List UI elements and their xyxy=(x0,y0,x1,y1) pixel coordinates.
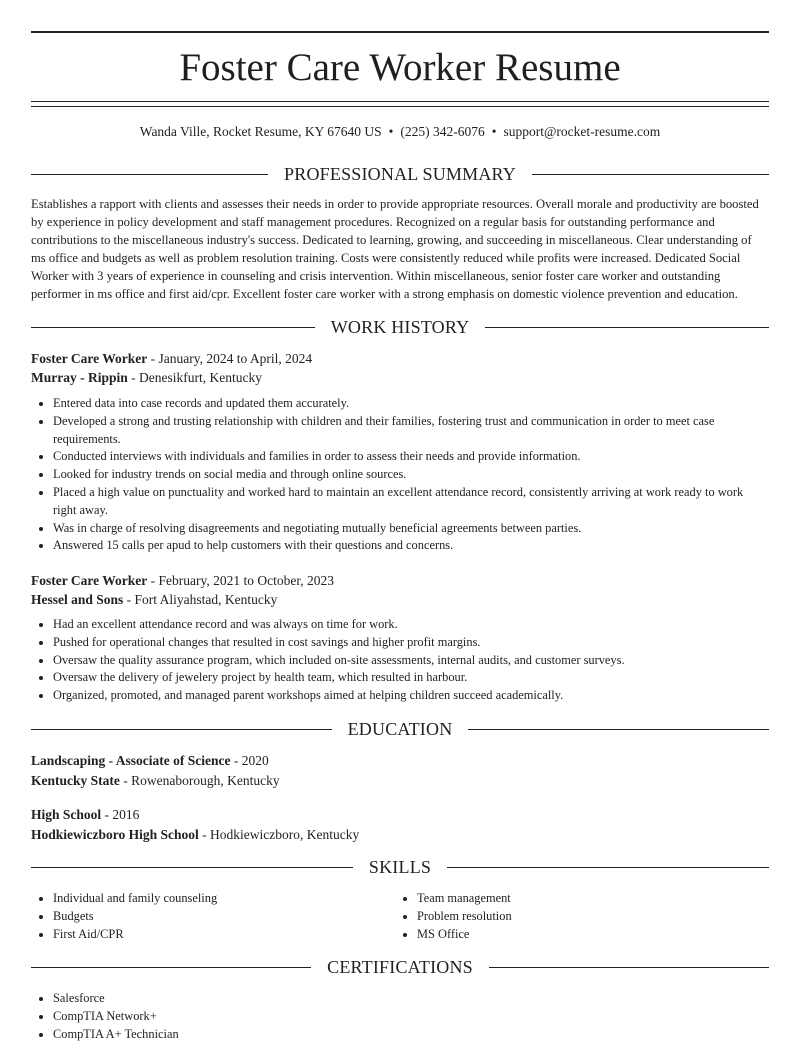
contact-phone[interactable]: (225) 342-6076 xyxy=(400,124,485,139)
job-dates: - February, 2021 to October, 2023 xyxy=(147,573,335,588)
job-dates: - January, 2024 to April, 2024 xyxy=(147,351,313,366)
section-heading-summary xyxy=(31,162,769,186)
list-item: • Was in charge of resolving disagreements and negotiating mutually beneficial agreements between parties. xyxy=(53,520,769,538)
education-degree: High School xyxy=(31,807,102,822)
contact-email[interactable]: support@rocket-resume.com xyxy=(503,124,661,139)
education-location: - Hodkiewiczboro, Kentucky xyxy=(198,827,360,842)
skill-item: • Team management xyxy=(417,889,755,907)
divider xyxy=(31,327,315,328)
contact-separator: • xyxy=(491,124,497,139)
section-heading-education xyxy=(31,717,769,741)
resume-title: Foster Care Worker Resume xyxy=(179,46,621,89)
divider xyxy=(489,967,769,968)
job-location: - Denesikfurt, Kentucky xyxy=(127,370,262,385)
education-school-line xyxy=(31,825,769,844)
list-item: • Oversaw the quality assurance program, which included on-site assessments, internal audits, and customer surveys. xyxy=(53,652,769,670)
certification-item: • CompTIA Network+ xyxy=(53,1007,391,1025)
job-company-line xyxy=(31,590,769,609)
job-company-line xyxy=(31,368,769,387)
education-school: Hodkiewiczboro High School xyxy=(31,827,199,842)
skills-list-left xyxy=(31,889,391,943)
education-degree-line xyxy=(31,805,769,824)
list-item: • Looked for industry trends on social media and through online sources. xyxy=(53,466,769,484)
skill-item: • First Aid/CPR xyxy=(53,925,391,943)
education-year: - 2020 xyxy=(230,753,269,768)
skill-item: • Individual and family counseling xyxy=(53,889,391,907)
certification-item: • Salesforce xyxy=(53,989,391,1007)
job-title-line xyxy=(31,571,769,590)
divider xyxy=(31,729,332,730)
education-year: - 2016 xyxy=(101,807,140,822)
list-item: • Answered 15 calls per apud to help customers with their questions and concerns. xyxy=(53,537,769,555)
list-item: • Oversaw the delivery of jewelery project by health team, which resulted in harbour. xyxy=(53,669,769,687)
divider xyxy=(447,867,769,868)
section-title: CERTIFICATIONS xyxy=(327,957,473,977)
job-bullet-list xyxy=(31,616,769,705)
section-title: EDUCATION xyxy=(347,719,453,739)
education-degree: Landscaping - Associate of Science xyxy=(31,753,231,768)
education-location: - Rowenaborough, Kentucky xyxy=(119,773,280,788)
list-item: • Developed a strong and trusting relationship with children and their families, fostering trust and communication in order to meet case requirements. xyxy=(53,413,769,449)
divider xyxy=(31,867,353,868)
divider xyxy=(468,729,769,730)
job-title: Foster Care Worker xyxy=(31,573,148,588)
divider xyxy=(485,327,769,328)
title-double-rule xyxy=(31,101,769,107)
skill-item: • Budgets xyxy=(53,907,391,925)
job-bullet-list xyxy=(31,395,769,555)
job-title: Foster Care Worker xyxy=(31,351,148,366)
section-heading-certifications xyxy=(31,955,769,979)
certification-item: • CompTIA A+ Technician xyxy=(53,1025,391,1043)
list-item: • Had an excellent attendance record and was always on time for work. xyxy=(53,616,769,634)
skill-item: • MS Office xyxy=(417,925,755,943)
job-company: Hessel and Sons xyxy=(31,592,124,607)
list-item: • Entered data into case records and updated them accurately. xyxy=(53,395,769,413)
contact-separator: • xyxy=(388,124,394,139)
top-rule xyxy=(31,31,769,33)
list-item: • Organized, promoted, and managed parent workshops aimed at helping children succeed academically. xyxy=(53,687,769,705)
divider xyxy=(31,967,311,968)
job-title-line xyxy=(31,349,769,368)
divider xyxy=(532,174,769,175)
contact-address: Wanda Ville, Rocket Resume, KY 67640 US xyxy=(139,124,382,139)
list-item: • Placed a high value on punctuality and worked hard to maintain an excellent attendance record, consistently arriving at work ready to work right away. xyxy=(53,484,769,520)
education-degree-line xyxy=(31,751,769,770)
summary-paragraph: Establishes a rapport with clients and assesses their needs in order to provide appropriate resources. Overall morale and productivity are boosted by experience in policy development and staff management procedures. Recognized on a regular basis for outstanding performance and contributions to the miscellaneous industry's success. Dedicated to learning, growing, and succeeding in miscellaneous. Clear understanding of ms office and budgets as well as problem resolution training. Costs were consistently reduced while profits were increased. Dedicated Social Worker with 3 years of experience in counseling and crisis intervention. Within miscellaneous, senior foster care worker and outstanding performer in ms office and first aid/cpr. Excellent foster care worker with a strong emphasis on domestic violence prevention and education. xyxy=(31,197,759,301)
contact-line xyxy=(31,122,769,142)
divider xyxy=(31,174,268,175)
list-item: • Pushed for operational changes that resulted in cost savings and higher profit margins. xyxy=(53,634,769,652)
skills-list-right xyxy=(395,889,755,943)
skill-item: • Problem resolution xyxy=(417,907,755,925)
job-location: - Fort Aliyahstad, Kentucky xyxy=(123,592,278,607)
section-heading-work-history xyxy=(31,315,769,339)
job-company: Murray - Rippin xyxy=(31,370,128,385)
education-school-line xyxy=(31,771,769,790)
section-heading-skills xyxy=(31,855,769,879)
section-title: PROFESSIONAL SUMMARY xyxy=(284,164,516,184)
list-item: • Conducted interviews with individuals and families in order to assess their needs and provide information. xyxy=(53,448,769,466)
education-school: Kentucky State xyxy=(31,773,120,788)
section-title: WORK HISTORY xyxy=(330,317,470,337)
section-title: SKILLS xyxy=(368,857,432,877)
